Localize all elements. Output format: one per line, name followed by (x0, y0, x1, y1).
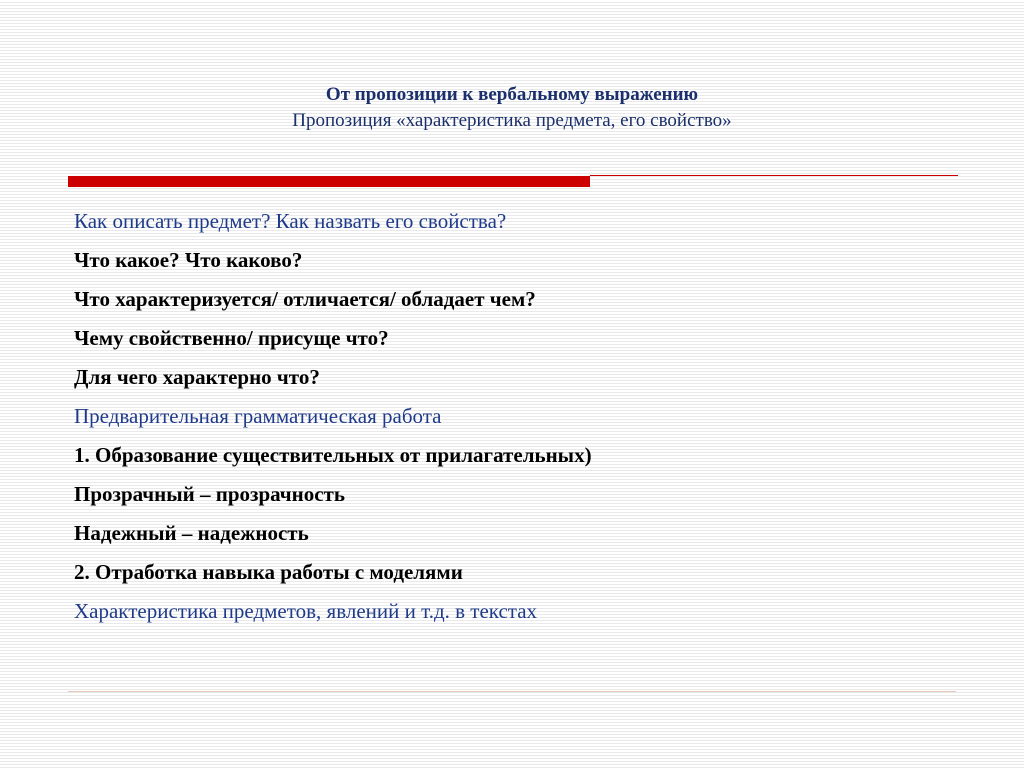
footer-divider (68, 691, 956, 692)
content-line: 2. Отработка навыка работы с моделями (74, 560, 463, 584)
content-line: 1. Образование существительных от прилагательных) (74, 443, 592, 467)
title-divider-red (68, 176, 590, 187)
slide-title: От пропозиции к вербальному выражению (325, 84, 699, 105)
content-line: Чему свойственно/ присуще что? (74, 326, 389, 350)
content-list (74, 202, 974, 631)
content-line: Надежный – надежность (74, 521, 309, 545)
content-line: Для чего характерно что? (74, 365, 320, 389)
content-line: Прозрачный – прозрачность (74, 482, 345, 506)
content-line: Что какое? Что каково? (74, 248, 303, 272)
slide-subtitle: Пропозиция «характеристика предмета, его свойство» (292, 110, 732, 131)
content-line: Характеристика предметов, явлений и т.д. в текстах (74, 599, 538, 623)
content-line: Как описать предмет? Как назвать его свойства? (74, 209, 507, 233)
content-line: Предварительная грамматическая работа (74, 404, 442, 428)
title-divider-thin (590, 175, 958, 176)
title-block (0, 82, 1024, 134)
content-line: Что характеризуется/ отличается/ обладает чем? (74, 287, 536, 311)
